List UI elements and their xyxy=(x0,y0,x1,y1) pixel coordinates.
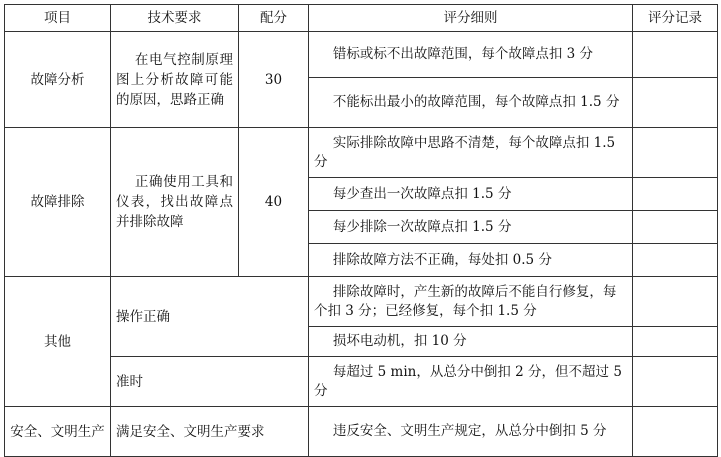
header-criteria: 评分细则 xyxy=(309,5,633,32)
header-record: 评分记录 xyxy=(633,5,718,32)
record-cell[interactable] xyxy=(633,128,718,178)
grading-table xyxy=(4,4,718,457)
record-cell[interactable] xyxy=(633,357,718,407)
header-row xyxy=(5,5,718,32)
record-cell[interactable] xyxy=(633,32,718,78)
criteria-cell: 实际排除故障中思路不清楚，每个故障点扣 1.5 分 xyxy=(309,128,633,178)
criteria-cell: 错标或标不出故障范围，每个故障点扣 3 分 xyxy=(309,32,633,78)
table-row xyxy=(5,407,718,457)
record-cell[interactable] xyxy=(633,277,718,327)
criteria-cell: 违反安全、文明生产规定，从总分中倒扣 5 分 xyxy=(309,407,633,457)
record-cell[interactable] xyxy=(633,78,718,128)
requirement-fault-analysis: 在电气控制原理图上分析故障可能的原因，思路正确 xyxy=(111,32,239,128)
requirement-timing: 准时 xyxy=(111,357,309,407)
criteria-cell: 不能标出最小的故障范围，每个故障点扣 1.5 分 xyxy=(309,78,633,128)
criteria-cell: 排除故障方法不正确，每处扣 0.5 分 xyxy=(309,244,633,277)
record-cell[interactable] xyxy=(633,327,718,357)
item-fault-removal: 故障排除 xyxy=(5,128,111,277)
item-safety: 安全、文明生产 xyxy=(5,407,111,457)
header-requirement: 技术要求 xyxy=(111,5,239,32)
points-fault-analysis: 30 xyxy=(239,32,309,128)
criteria-cell: 每少排除一次故障点扣 1.5 分 xyxy=(309,211,633,244)
criteria-cell: 损坏电动机，扣 10 分 xyxy=(309,327,633,357)
requirement-fault-removal: 正确使用工具和仪表，找出故障点并排除故障 xyxy=(111,128,239,277)
record-cell[interactable] xyxy=(633,211,718,244)
criteria-cell: 每超过 5 min，从总分中倒扣 2 分，但不超过 5 分 xyxy=(309,357,633,407)
points-fault-removal: 40 xyxy=(239,128,309,277)
criteria-cell: 排除故障时，产生新的故障后不能自行修复，每个扣 3 分；已经修复，每个扣 1.5 分 xyxy=(309,277,633,327)
requirement-safety: 满足安全、文明生产要求 xyxy=(111,407,309,457)
record-cell[interactable] xyxy=(633,244,718,277)
item-fault-analysis: 故障分析 xyxy=(5,32,111,128)
record-cell[interactable] xyxy=(633,407,718,457)
table-row xyxy=(5,357,718,407)
requirement-operation: 操作正确 xyxy=(111,277,309,357)
header-points: 配分 xyxy=(239,5,309,32)
table-row xyxy=(5,128,718,178)
header-item: 项目 xyxy=(5,5,111,32)
table-row xyxy=(5,32,718,78)
table-row xyxy=(5,277,718,327)
record-cell[interactable] xyxy=(633,178,718,211)
item-other: 其他 xyxy=(5,277,111,407)
criteria-cell: 每少查出一次故障点扣 1.5 分 xyxy=(309,178,633,211)
